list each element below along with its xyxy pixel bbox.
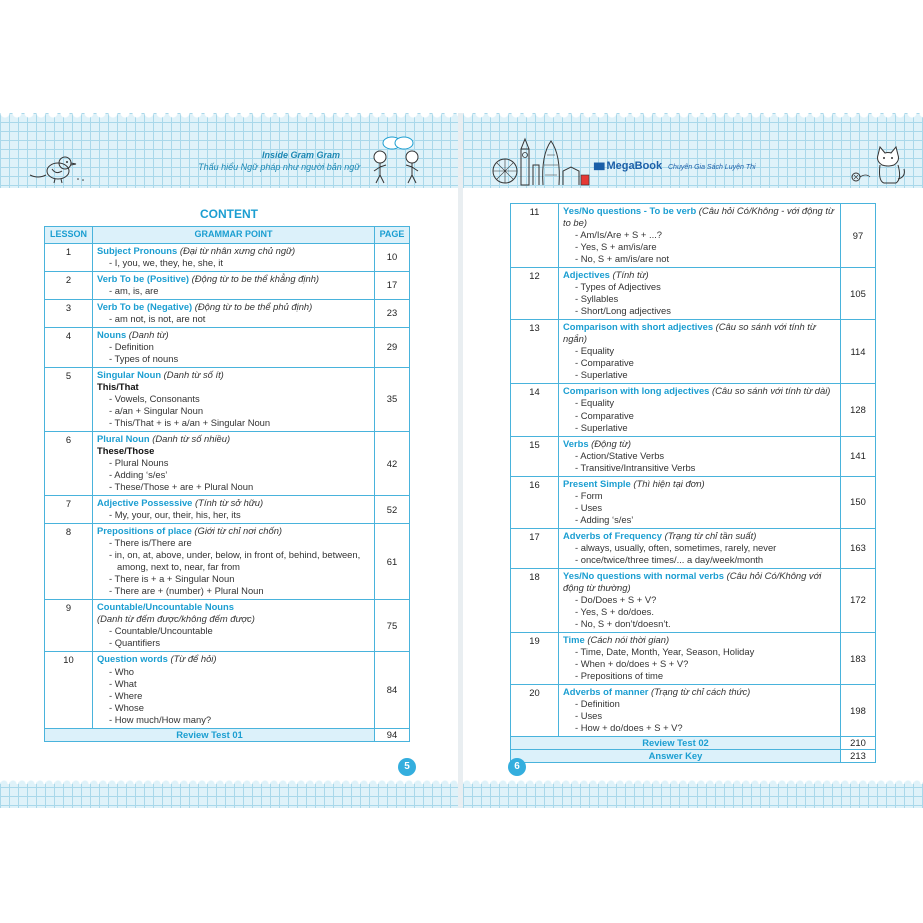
lesson-title: Subject Pronouns <box>97 244 178 256</box>
lesson-title: Verb To be (Positive) <box>97 272 190 284</box>
lesson-vietnamese: (Danh từ số nhiều) <box>152 432 231 444</box>
lesson-number: 18 <box>511 568 559 632</box>
toc-table-right <box>510 203 876 763</box>
table-row <box>511 204 876 268</box>
grammar-point <box>559 476 841 528</box>
table-row <box>511 320 876 384</box>
lesson-item: - am not, is not, are not <box>109 312 206 324</box>
lesson-vietnamese: (Danh từ đếm được/không đếm được) <box>97 613 255 625</box>
grammar-point <box>93 600 375 652</box>
lesson-subheading: These/Those <box>97 444 155 456</box>
lesson-number: 19 <box>511 633 559 685</box>
book-spread <box>0 113 923 813</box>
col-page: PAGE <box>375 227 410 244</box>
col-grammar-point: GRAMMAR POINT <box>93 227 375 244</box>
megabook-tagline: Chuyên Gia Sách Luyện Thi <box>668 164 756 171</box>
review-row <box>45 728 410 741</box>
lesson-number: 3 <box>45 299 93 327</box>
lesson-title: Singular Noun <box>97 368 162 380</box>
lesson-vietnamese: (Đại từ nhân xưng chủ ngữ) <box>179 244 296 256</box>
lesson-page: 61 <box>375 524 410 600</box>
lesson-vietnamese: (Câu so sánh với tính từ ngắn) <box>563 321 816 345</box>
grammar-point <box>93 652 375 728</box>
lesson-item: - How much/How many? <box>109 713 212 725</box>
lesson-vietnamese: (Tính từ) <box>612 269 649 281</box>
lesson-title: Verbs <box>563 437 589 449</box>
lesson-number: 7 <box>45 496 93 524</box>
lesson-item: - This/That + is + a/an + Singular Noun <box>109 416 271 428</box>
lesson-vietnamese: (Động từ to be thể phủ định) <box>194 300 313 312</box>
lesson-item: - Types of Adjectives <box>575 281 661 293</box>
lesson-number: 16 <box>511 476 559 528</box>
lesson-page: 52 <box>375 496 410 524</box>
lesson-item: - Comparative <box>575 409 634 421</box>
lesson-heading <box>97 433 370 445</box>
bird-icon <box>28 153 88 185</box>
lesson-number: 20 <box>511 685 559 737</box>
table-row <box>45 600 410 652</box>
table-row <box>45 496 410 524</box>
lesson-page: 84 <box>375 652 410 728</box>
table-row <box>511 568 876 632</box>
lesson-item: - once/twice/three times/... a day/week/month <box>575 553 764 565</box>
lesson-vietnamese: (Động từ) <box>591 437 631 449</box>
lesson-heading <box>563 438 836 450</box>
lesson-heading <box>563 321 836 345</box>
lesson-item: - Countable/Uncountable <box>109 625 213 637</box>
grammar-point <box>559 204 841 268</box>
lesson-vietnamese: (Cách nói thời gian) <box>587 634 670 646</box>
lesson-heading <box>97 369 370 381</box>
lesson-item: - Who <box>109 665 135 677</box>
lesson-title: Comparison with long adjectives <box>563 385 710 397</box>
review-page: 94 <box>375 728 410 741</box>
lesson-item: - Where <box>109 689 143 701</box>
lesson-vietnamese: (Tính từ sở hữu) <box>194 497 264 509</box>
lesson-page: 198 <box>841 685 876 737</box>
lesson-item: - When + do/does + S + V? <box>575 658 689 670</box>
grammar-point <box>559 268 841 320</box>
lesson-vietnamese: (Câu so sánh với tính từ dài) <box>712 385 831 397</box>
table-row <box>511 268 876 320</box>
lesson-item: - Adding ‘s/es’ <box>575 513 634 525</box>
book-subtitle: Thấu hiểu Ngữ pháp như người bản ngữ <box>198 162 360 172</box>
lesson-vietnamese: (Thì hiện tại đơn) <box>633 477 705 489</box>
lesson-title: Adjective Possessive <box>97 497 193 509</box>
page-number: 5 <box>398 758 416 776</box>
lesson-heading <box>97 653 370 665</box>
table-row <box>45 431 410 495</box>
lesson-item: - Transitive/Intransitive Verbs <box>575 461 696 473</box>
grammar-point <box>559 685 841 737</box>
review-label: Review Test 01 <box>45 728 375 741</box>
grammar-point <box>93 431 375 495</box>
lesson-vietnamese: (Trạng từ chỉ tần suất) <box>664 529 757 541</box>
grammar-point <box>93 496 375 524</box>
answer-key-row <box>511 750 876 763</box>
lesson-number: 5 <box>45 367 93 431</box>
lesson-page: 75 <box>375 600 410 652</box>
grammar-point <box>559 436 841 476</box>
lesson-page: 128 <box>841 384 876 436</box>
lesson-heading <box>563 269 836 281</box>
lesson-number: 11 <box>511 204 559 268</box>
lesson-title: Yes/No questions - To be verb <box>563 205 697 216</box>
lesson-heading <box>563 205 836 229</box>
lesson-title: Present Simple <box>563 477 631 489</box>
lesson-title: Adjectives <box>563 269 610 281</box>
lesson-page: 183 <box>841 633 876 685</box>
review-label: Review Test 02 <box>511 737 841 750</box>
lesson-item: - There is/There are <box>109 537 192 549</box>
grammar-point <box>559 384 841 436</box>
lesson-item: - How + do/does + S + V? <box>575 722 683 734</box>
lesson-item: - Superlative <box>575 369 628 381</box>
lesson-vietnamese: (Từ để hỏi) <box>170 653 217 665</box>
lesson-heading <box>97 601 370 613</box>
lesson-heading <box>97 497 370 509</box>
lesson-heading <box>563 478 836 490</box>
page-number: 6 <box>508 758 526 776</box>
table-row <box>45 652 410 728</box>
lesson-page: 17 <box>375 271 410 299</box>
lesson-heading <box>563 385 836 397</box>
lesson-item: - in, on, at, above, under, below, in front of, behind, between, among, next to, near, far from <box>109 549 361 573</box>
megabook-logo <box>593 160 662 172</box>
lesson-page: 114 <box>841 320 876 384</box>
lesson-number: 13 <box>511 320 559 384</box>
lesson-heading <box>97 245 370 257</box>
grammar-point <box>93 367 375 431</box>
right-page <box>463 113 923 808</box>
lesson-item: - There are + (number) + Plural Noun <box>109 585 264 597</box>
lesson-title: Comparison with short adjectives <box>563 321 714 333</box>
lesson-item: - Equality <box>575 397 615 409</box>
table-row <box>45 271 410 299</box>
table-row <box>511 685 876 737</box>
toc-table-left <box>44 226 410 742</box>
cat-icon <box>848 143 908 185</box>
lesson-item: - Action/Stative Verbs <box>575 449 665 461</box>
lesson-item: - My, your, our, their, his, her, its <box>109 509 241 521</box>
lesson-title: Countable/Uncountable Nouns <box>97 601 234 613</box>
left-header-band <box>0 113 458 188</box>
lesson-heading <box>563 686 836 698</box>
lesson-title: Adverbs of manner <box>563 686 649 698</box>
lesson-page: 105 <box>841 268 876 320</box>
lesson-item: - There is + a + Singular Noun <box>109 573 235 585</box>
lesson-title: Nouns <box>97 328 127 340</box>
lesson-title: Question words <box>97 653 168 665</box>
lesson-item: - No, S + am/is/are not <box>575 253 670 265</box>
table-row <box>45 367 410 431</box>
right-footer-band <box>463 778 923 808</box>
lesson-heading <box>97 301 370 313</box>
lesson-item: - Uses <box>575 710 603 722</box>
lesson-item: - What <box>109 677 137 689</box>
lesson-number: 15 <box>511 436 559 476</box>
lesson-number: 2 <box>45 271 93 299</box>
table-row <box>45 524 410 600</box>
lesson-item: - I, you, we, they, he, she, it <box>109 256 223 268</box>
lesson-item: - Quantifiers <box>109 637 161 649</box>
lesson-item: - Types of nouns <box>109 352 179 364</box>
lesson-page: 172 <box>841 568 876 632</box>
lesson-item: - Vowels, Consonants <box>109 392 200 404</box>
grammar-point <box>93 299 375 327</box>
lesson-vietnamese: (Trạng từ chỉ cách thức) <box>651 686 751 698</box>
lesson-item: - am, is, are <box>109 284 159 296</box>
lesson-item: - Time, Date, Month, Year, Season, Holiday <box>575 646 755 658</box>
lesson-number: 10 <box>45 652 93 728</box>
lesson-item: - Do/Does + S + V? <box>575 593 657 605</box>
kids-talking-icon <box>366 135 426 187</box>
grammar-point <box>93 327 375 367</box>
table-row <box>511 436 876 476</box>
lesson-vietnamese: (Câu hỏi Có/Không với động từ thường) <box>563 569 822 593</box>
lesson-heading <box>97 525 370 537</box>
lesson-page: 150 <box>841 476 876 528</box>
grammar-point <box>559 320 841 384</box>
left-footer-band <box>0 778 458 808</box>
table-row <box>45 243 410 271</box>
lesson-item: - Equality <box>575 345 615 357</box>
lesson-page: 35 <box>375 367 410 431</box>
table-row <box>511 633 876 685</box>
lesson-page: 29 <box>375 327 410 367</box>
table-row <box>511 384 876 436</box>
lesson-subheading: This/That <box>97 380 139 392</box>
lesson-heading <box>97 273 370 285</box>
lesson-item: - Form <box>575 489 603 501</box>
lesson-item: - Definition <box>109 340 154 352</box>
lesson-item: - Definition <box>575 698 620 710</box>
lesson-number: 1 <box>45 243 93 271</box>
lesson-page: 97 <box>841 204 876 268</box>
table-row <box>45 327 410 367</box>
lesson-title: Plural Noun <box>97 432 150 444</box>
lesson-item: - always, usually, often, sometimes, rarely, never <box>575 541 777 553</box>
lesson-item: - Superlative <box>575 421 628 433</box>
table-row <box>45 299 410 327</box>
lesson-vietnamese: (Danh từ số ít) <box>163 368 224 380</box>
lesson-item: - Yes, S + am/is/are <box>575 241 657 253</box>
lesson-item: - Syllables <box>575 293 619 305</box>
left-page <box>0 113 458 808</box>
lesson-number: 17 <box>511 528 559 568</box>
lesson-item: - Adding ‘s/es’ <box>109 469 168 481</box>
answer_key-page: 213 <box>841 750 876 763</box>
lesson-page: 141 <box>841 436 876 476</box>
right-header-band <box>463 113 923 188</box>
megabook-brand: MegaBook <box>606 160 663 172</box>
answer_key-label: Answer Key <box>511 750 841 763</box>
megabook-mark-icon: ▮▮▮ <box>593 161 604 172</box>
london-landmarks-icon <box>491 135 591 187</box>
lesson-heading <box>97 329 370 341</box>
lesson-item: - Prepositions of time <box>575 670 664 682</box>
lesson-vietnamese: (Danh từ) <box>128 328 169 340</box>
lesson-heading <box>563 634 836 646</box>
book-title: Inside Gram Gram <box>261 150 340 160</box>
lesson-title: Time <box>563 634 585 646</box>
lesson-number: 4 <box>45 327 93 367</box>
lesson-title: Yes/No questions with normal verbs <box>563 569 724 581</box>
lesson-vietnamese: (Giới từ chỉ nơi chốn) <box>194 525 283 537</box>
lesson-title: Adverbs of Frequency <box>563 529 662 541</box>
lesson-vietnamese: (Câu hỏi Có/Không - với động từ to be) <box>563 205 834 229</box>
lesson-item: - Yes, S + do/does. <box>575 605 654 617</box>
lesson-number: 9 <box>45 600 93 652</box>
lesson-item: - Whose <box>109 701 144 713</box>
grammar-point <box>559 568 841 632</box>
lesson-heading <box>563 570 836 594</box>
grammar-point <box>93 243 375 271</box>
lesson-item: - Am/Is/Are + S + ...? <box>575 229 663 241</box>
lesson-heading <box>563 530 836 542</box>
grammar-point <box>559 633 841 685</box>
lesson-item: - a/an + Singular Noun <box>109 404 204 416</box>
lesson-item: - Uses <box>575 501 603 513</box>
lesson-title: Verb To be (Negative) <box>97 300 193 312</box>
lesson-title: Prepositions of place <box>97 525 192 537</box>
grammar-point <box>559 528 841 568</box>
lesson-page: 10 <box>375 243 410 271</box>
lesson-item: - Plural Nouns <box>109 457 169 469</box>
table-row <box>511 476 876 528</box>
review-page: 210 <box>841 737 876 750</box>
col-lesson: LESSON <box>45 227 93 244</box>
lesson-item: - Short/Long adjectives <box>575 305 671 317</box>
lesson-vietnamese: (Động từ to be thể khẳng định) <box>191 272 320 284</box>
lesson-item: - Comparative <box>575 357 634 369</box>
lesson-number: 12 <box>511 268 559 320</box>
lesson-number: 6 <box>45 431 93 495</box>
lesson-item: - These/Those + are + Plural Noun <box>109 481 254 493</box>
lesson-page: 42 <box>375 431 410 495</box>
table-row <box>511 528 876 568</box>
lesson-item: - No, S + don’t/doesn’t. <box>575 618 671 629</box>
lesson-number: 8 <box>45 524 93 600</box>
grammar-point <box>93 271 375 299</box>
lesson-page: 163 <box>841 528 876 568</box>
grammar-point <box>93 524 375 600</box>
review-row <box>511 737 876 750</box>
lesson-page: 23 <box>375 299 410 327</box>
content-title: CONTENT <box>200 207 258 221</box>
lesson-number: 14 <box>511 384 559 436</box>
